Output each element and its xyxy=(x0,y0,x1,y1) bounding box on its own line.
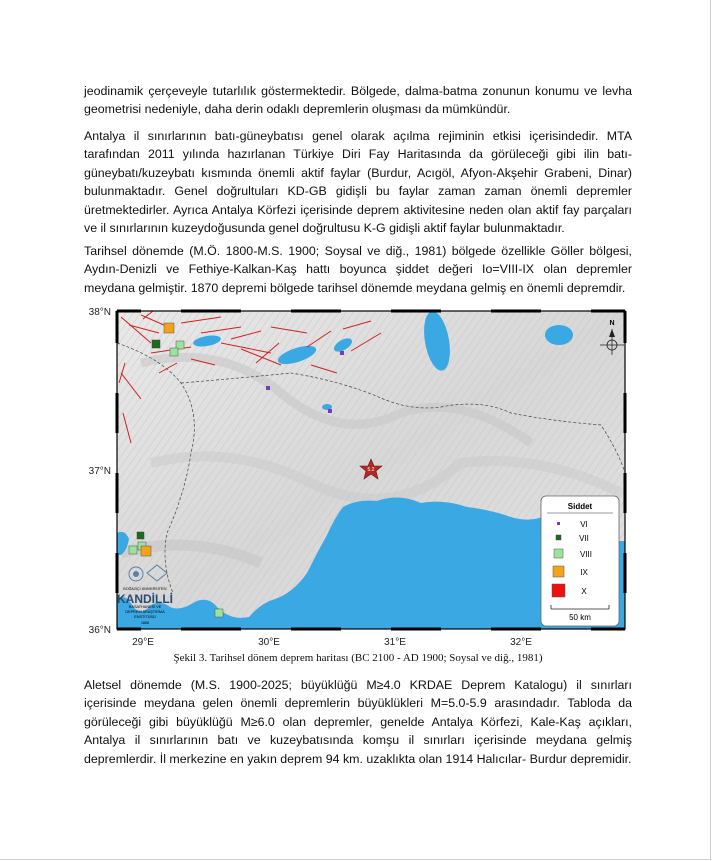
svg-text:31°E: 31°E xyxy=(384,637,406,648)
svg-text:38°N: 38°N xyxy=(88,307,111,318)
historical-earthquake-map xyxy=(81,303,633,648)
svg-text:VII: VII xyxy=(579,534,589,543)
svg-text:ENSTİTÜSÜ: ENSTİTÜSÜ xyxy=(134,615,156,619)
paragraph-3: Tarihsel dönemde (M.Ö. 1800-M.S. 1900; Soysal ve diğ., 1981) bölgede özellikle Göller bölgesi, Aydın-Denizli ve Fethiye-Kalkan-Kaş hattı boyunca şiddet değeri Io=VIII-IX olan depremler meydana gelmiştir. 1870 depremi bölgede tarihsel dönemde meydana gelmiş en önemli depremdir. xyxy=(84,244,632,295)
svg-text:29°E: 29°E xyxy=(132,637,154,648)
svg-text:IX: IX xyxy=(580,568,588,577)
svg-text:50 km: 50 km xyxy=(569,613,591,622)
lake-beysehir xyxy=(545,325,573,345)
svg-text:37°N: 37°N xyxy=(88,466,111,477)
svg-text:36°N: 36°N xyxy=(88,625,111,636)
star-magnitude-label: 5.2 xyxy=(367,467,375,473)
paragraph-2: Antalya il sınırlarının batı-güneybatısı genel olarak açılma rejiminin etkisi içerisindedir. MTA tarafından 2011 yılında hazırlanan Türkiye Diri Fay Haritasında da görüleceği gibi ilin batı-güneybatı/kuzeybatı kısmında önemli aktif faylar (Burdur, Acıgöl, Afyon-Akşehir Grabeni, Dinar) bulunmaktadır. Genel doğrultuları KD-GB gidişli bu faylar zaman zaman önemli depremler üretmektedirler. Ayrıca Antalya Körfezi içerisinde deprem aktivitesine neden olan aktif fay parçaları ve il sınırlarının kuzeydoğusunda genel doğrultusu K-G gidişli aktif faylar bulunmaktadır. xyxy=(84,129,632,236)
svg-text:N: N xyxy=(609,320,615,327)
svg-text:RASATHANESİ VE: RASATHANESİ VE xyxy=(128,605,162,609)
svg-text:DEPREM ARAŞTIRMA: DEPREM ARAŞTIRMA xyxy=(125,610,165,614)
svg-text:VI: VI xyxy=(580,520,588,529)
svg-text:VIII: VIII xyxy=(579,550,593,559)
svg-text:32°E: 32°E xyxy=(510,637,532,648)
paragraph-4: Aletsel dönemde (M.S. 1900-2025; büyüklüğü M≥4.0 KRDAE Deprem Katalogu) il sınırları içerisinde meydana gelen önemli depremlerin büyüklükleri M=5.0-5.9 arasındadır. Tabloda da görüleceği gibi büyüklüğü M≥6.0 olan depremler, genelde Antalya Körfezi, Kale-Kaş açıkları, Antalya il sınırlarının batı ve kuzeybatısında komşu il sınırları içerisinde meydana gelmiş depremlerdir. İl merkezine en yakın deprem 94 km. uzaklıkta olan 1914 Halıcılar- Burdur depremidir. xyxy=(84,678,632,766)
figure-caption: Şekil 3. Tarihsel dönem deprem haritası (BC 2100 - AD 1900; Soysal ve diğ., 1981) xyxy=(173,652,543,664)
svg-text:30°E: 30°E xyxy=(258,637,280,648)
svg-text:KANDİLLİ: KANDİLLİ xyxy=(117,592,173,606)
paragraph-1: jeodinamik çerçeveyle tutarlılık göstermektedir. Bölgede, dalma-batma zonunun konumu ve levha geometrisi nedeniyle, daha derin odaklı depremlerin oluşması da mümkündür. xyxy=(84,84,632,117)
intensity-legend xyxy=(541,496,619,626)
svg-text:X: X xyxy=(581,587,587,596)
svg-text:Siddet: Siddet xyxy=(567,502,593,511)
svg-text:BOĞAZİÇİ ÜNİVERSİTESİ: BOĞAZİÇİ ÜNİVERSİTESİ xyxy=(123,587,167,591)
svg-text:1868: 1868 xyxy=(141,621,149,625)
